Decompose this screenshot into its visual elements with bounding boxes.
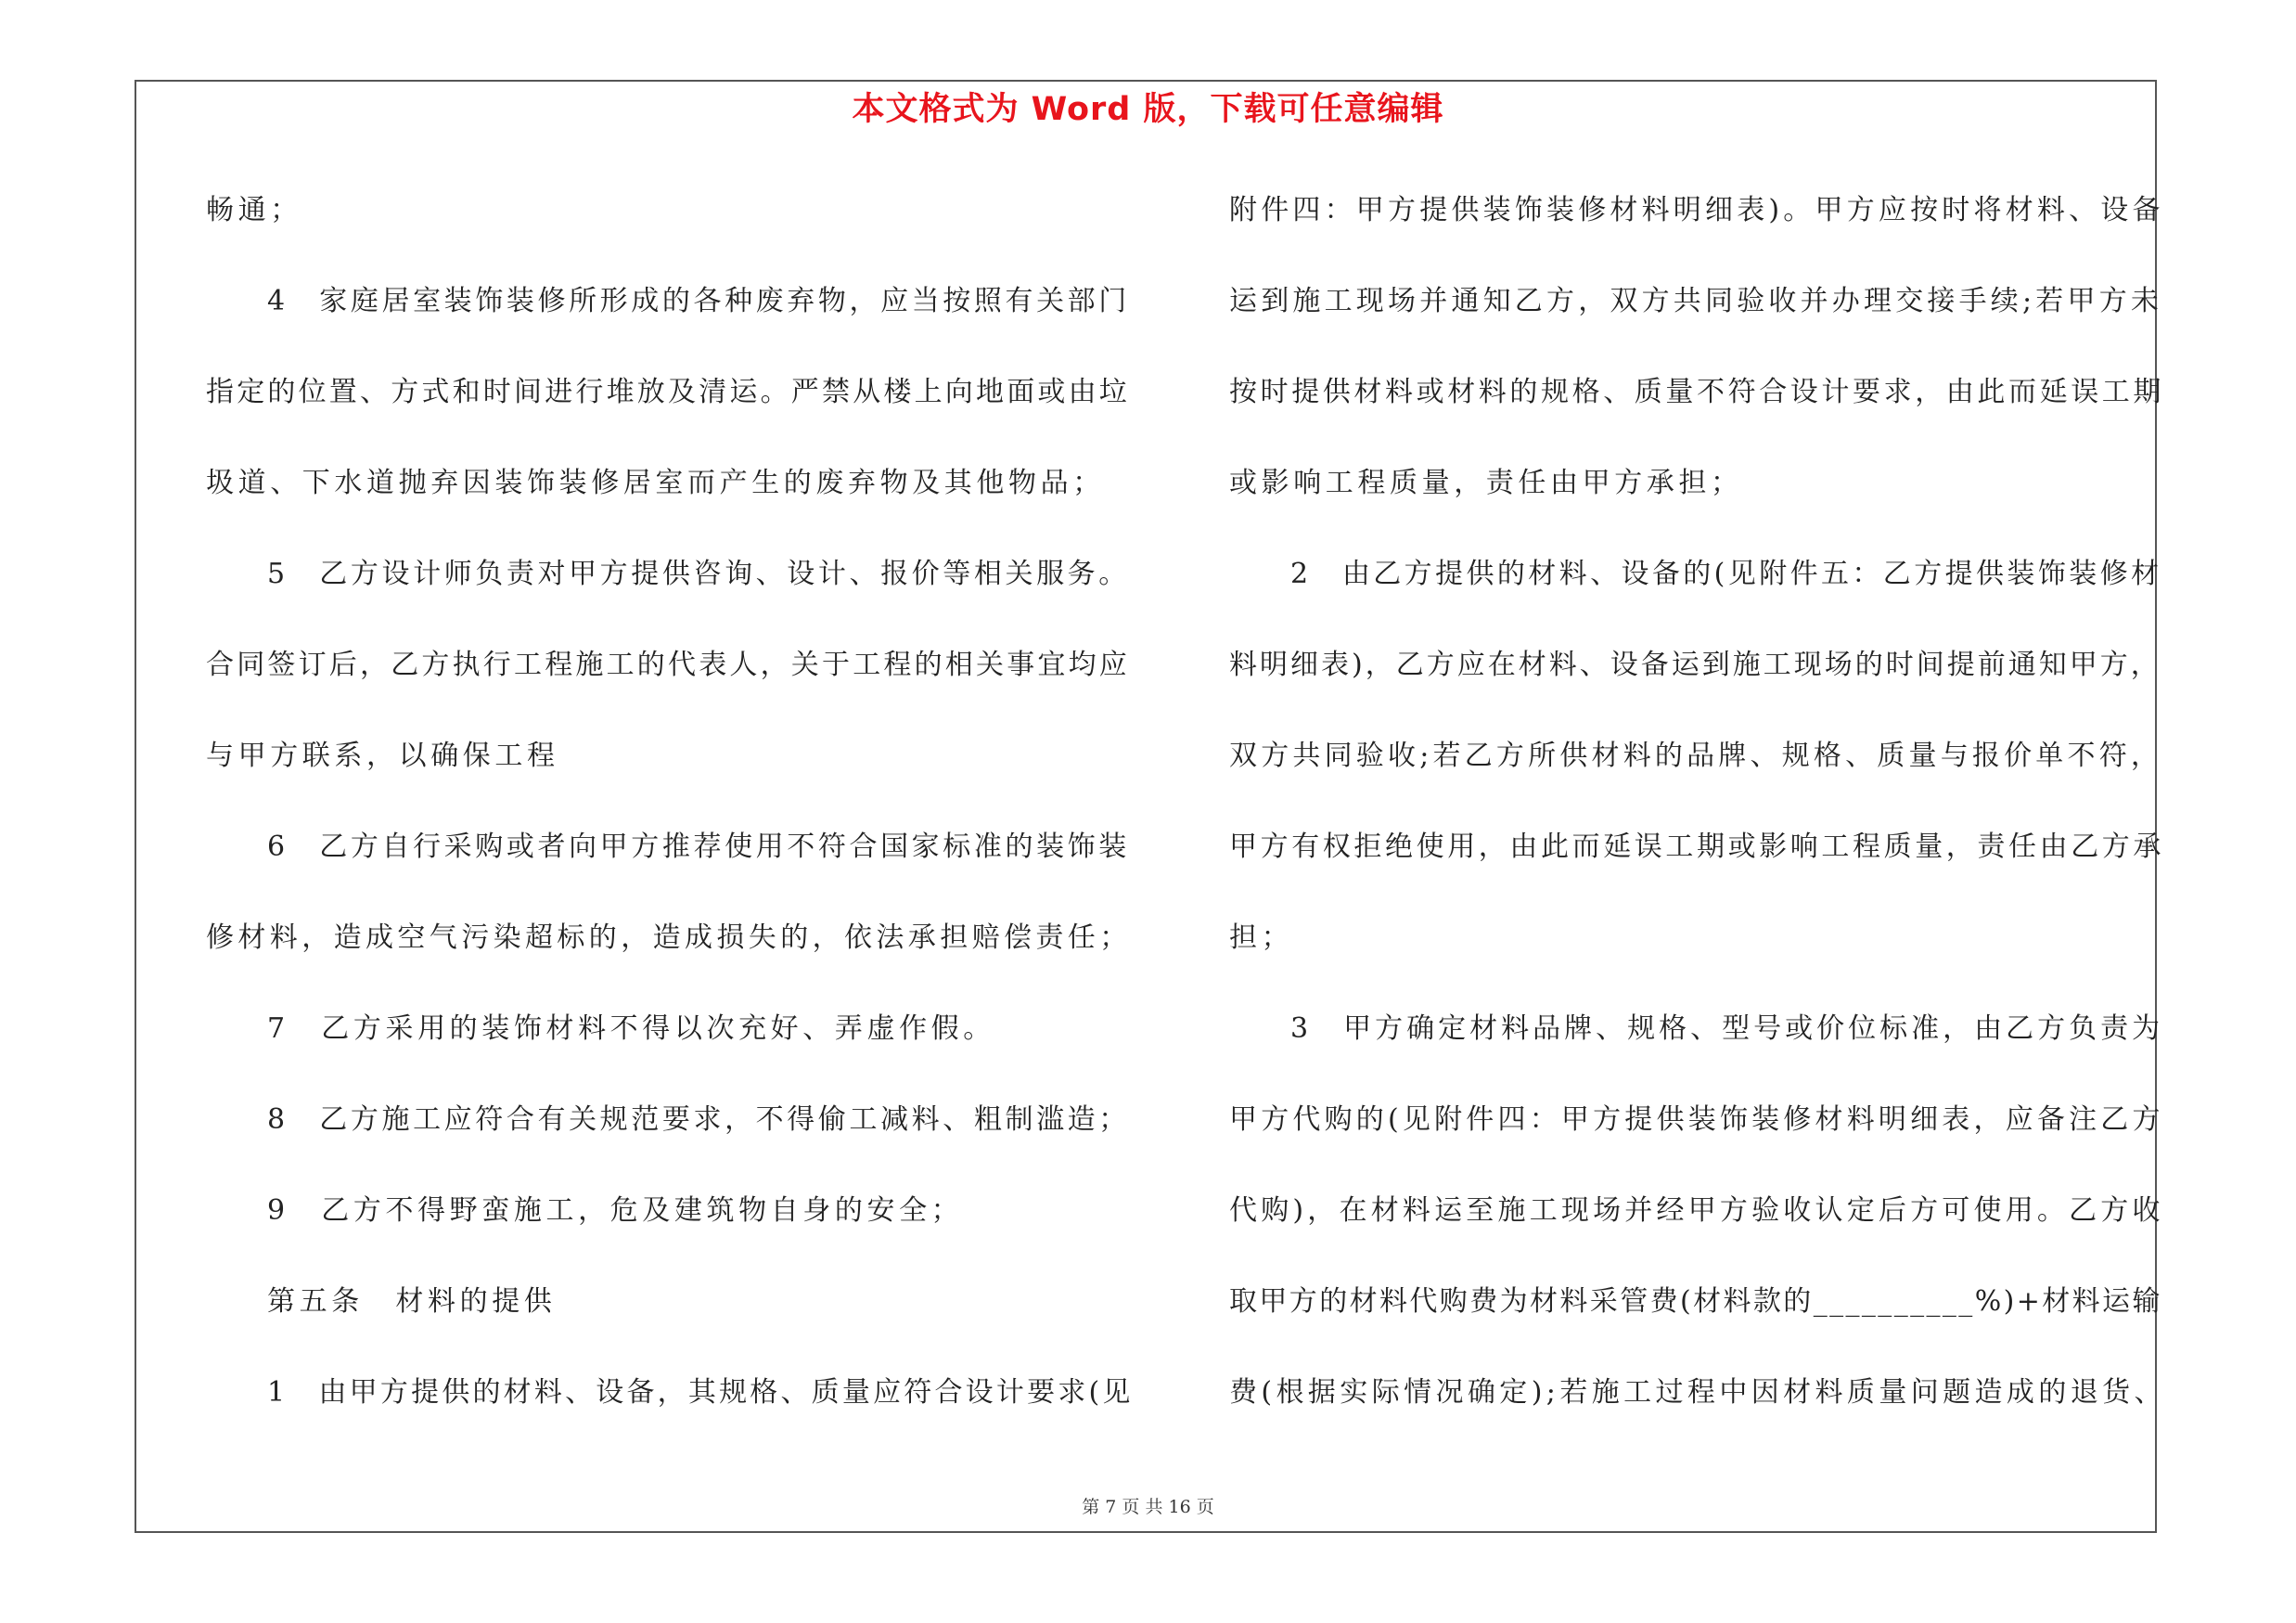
word-format-banner: 本文格式为 Word 版，下载可任意编辑	[852, 91, 1444, 128]
right-line-8: 甲方有权拒绝使用，由此而延误工期或影响工程质量，责任由乙方承	[1229, 831, 2164, 863]
right-line-11: 甲方代购的(见附件四：甲方提供装饰装修材料明细表，应备注乙方	[1229, 1103, 2164, 1136]
left-line-8: 6 乙方自行采购或者向甲方推荐使用不符合国家标准的装饰装	[267, 831, 1130, 863]
right-line-10: 3 甲方确定材料品牌、规格、型号或价位标准，由乙方负责为	[1290, 1012, 2164, 1045]
left-line-3: 指定的位置、方式和时间进行堆放及清运。严禁从楼上向地面或由垃	[206, 376, 1130, 408]
right-line-7: 双方共同验收;若乙方所供材料的品牌、规格、质量与报价单不符，	[1229, 740, 2163, 772]
left-line-2: 4 家庭居室装饰装修所形成的各种废弃物，应当按照有关部门	[267, 285, 1130, 317]
left-line-5: 5 乙方设计师负责对甲方提供咨询、设计、报价等相关服务。	[267, 558, 1130, 590]
page-number-footer: 第 7 页 共 16 页	[1082, 1497, 1214, 1517]
right-line-6: 料明细表)，乙方应在材料、设备运到施工现场的时间提前通知甲方，	[1229, 649, 2161, 681]
left-line-13: 第五条 材料的提供	[267, 1285, 557, 1318]
right-line-12: 代购)，在材料运至施工现场并经甲方验收认定后方可使用。乙方收	[1229, 1194, 2164, 1227]
left-line-7: 与甲方联系，以确保工程	[206, 740, 559, 772]
left-line-12: 9 乙方不得野蛮施工，危及建筑物自身的安全；	[267, 1194, 964, 1227]
right-line-1: 附件四：甲方提供装饰装修材料明细表)。甲方应按时将材料、设备	[1229, 194, 2164, 226]
left-line-10: 7 乙方采用的装饰材料不得以次充好、弄虚作假。	[267, 1012, 995, 1045]
right-line-2: 运到施工现场并通知乙方，双方共同验收并办理交接手续;若甲方未	[1229, 285, 2163, 317]
right-line-9: 担；	[1229, 921, 1294, 954]
right-line-3: 按时提供材料或材料的规格、质量不符合设计要求，由此而延误工期	[1229, 376, 2164, 408]
left-line-14: 1 由甲方提供的材料、设备，其规格、质量应符合设计要求(见	[267, 1376, 1134, 1409]
left-line-6: 合同签订后，乙方执行工程施工的代表人，关于工程的相关事宜均应	[206, 649, 1130, 681]
right-line-14: 费(根据实际情况确定);若施工过程中因材料质量问题造成的退货、	[1229, 1376, 2166, 1409]
left-line-11: 8 乙方施工应符合有关规范要求，不得偷工减料、粗制滥造；	[267, 1103, 1130, 1136]
right-line-13: 取甲方的材料代购费为材料采管费(材料款的__________%)+材料运输	[1229, 1285, 2162, 1318]
right-line-5: 2 由乙方提供的材料、设备的(见附件五：乙方提供装饰装修材	[1290, 558, 2162, 590]
left-line-9: 修材料，造成空气污染超标的，造成损失的，依法承担赔偿责任；	[206, 921, 1132, 954]
left-line-4: 圾道、下水道抛弃因装饰装修居室而产生的废弃物及其他物品；	[206, 467, 1105, 499]
left-line-1: 畅通；	[206, 194, 302, 226]
right-line-4: 或影响工程质量，责任由甲方承担；	[1229, 467, 1743, 499]
